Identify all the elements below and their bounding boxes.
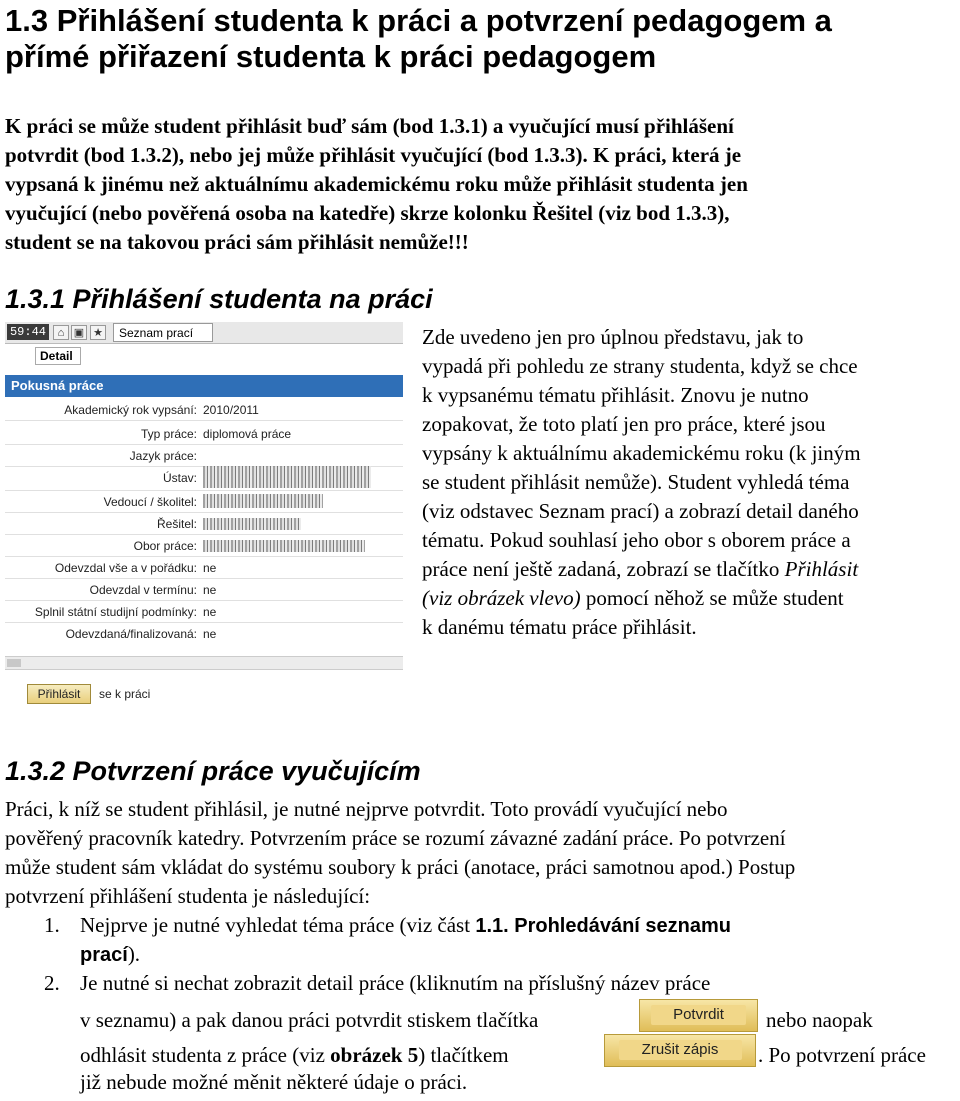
section-132-heading: 1.3.2 Potvrzení práce vyučujícím xyxy=(5,756,421,786)
row-divider xyxy=(5,490,403,491)
row-label: Vedoucí / školitel: xyxy=(103,495,197,509)
s132-line-1: Práci, k níž se student přihlásil, je nutné nejprve potvrdit. Toto provádí vyučující nebo xyxy=(5,797,728,821)
intro-line-1: K práci se může student přihlásit buď sám (bod 1.3.1) a vyučující musí přihlášení xyxy=(5,114,734,138)
list-item-2-number: 2. xyxy=(44,971,60,995)
star-icon: ★ xyxy=(90,325,106,340)
section-reference-cont: prací xyxy=(80,944,128,966)
s131-line-11: k danému tématu práce přihlásit. xyxy=(422,615,697,639)
student-view-screenshot xyxy=(5,322,403,706)
row-label: Ústav: xyxy=(162,471,197,485)
redacted-value xyxy=(203,540,365,552)
intro-line-5: student se na takovou práci sám přihlásit nemůže!!! xyxy=(5,230,469,254)
panel-title: Pokusná práce xyxy=(5,375,403,397)
row-label: Splnil státní studijní podmínky: xyxy=(34,605,197,619)
row-label: Typ práce: xyxy=(140,427,197,441)
s132-line-2: pověřený pracovník katedry. Potvrzením práce se rozumí závazné zadání práce. Po potvrzení xyxy=(5,826,786,850)
section-131-heading: 1.3.1 Přihlášení studenta na práci xyxy=(5,284,433,314)
main-heading-line2: přímé přiřazení studenta k práci pedagogem xyxy=(5,39,657,74)
list-item-2-line-3a xyxy=(80,1041,509,1070)
s131-line-10 xyxy=(422,584,844,613)
row-divider xyxy=(5,420,403,421)
s131-line-6: se student přihlásit nemůže). Student vyhledá téma xyxy=(422,470,850,494)
list-item-1-line-1 xyxy=(80,911,731,941)
row-label: Odevzdal vše a v pořádku: xyxy=(54,561,197,575)
session-timer: 59:44 xyxy=(7,324,49,340)
s131-line-2: vypadá při pohledu ze strany studenta, když se chce xyxy=(422,354,858,378)
redacted-value xyxy=(203,466,371,488)
s131-line-3: k vypsanému tématu přihlásit. Znovu je nutno xyxy=(422,383,809,407)
row-label: Odevzdal v termínu: xyxy=(89,583,197,597)
row-label: Odevzdaná/finalizovaná: xyxy=(65,627,197,641)
zrusit-zapis-button-label: Zrušit zápis xyxy=(619,1040,742,1060)
row-value: ne xyxy=(203,583,217,597)
zrusit-zapis-button[interactable] xyxy=(604,1034,756,1067)
intro-line-4: vyučující (nebo pověřená osoba na katedře) skrze kolonku Řešitel (viz bod 1.3.3), xyxy=(5,201,730,225)
redacted-value xyxy=(203,494,323,508)
row-value: diplomová práce xyxy=(203,427,292,441)
list-item-2-line-3c: . Po potvrzení práce xyxy=(758,1043,926,1067)
row-divider xyxy=(5,600,403,601)
list-item-2-line-1: Je nutné si nechat zobrazit detail práce (kliknutím na příslušný název práce xyxy=(80,971,711,995)
list-item-1-number: 1. xyxy=(44,913,60,937)
potvrdit-button[interactable] xyxy=(639,999,758,1032)
row-value: ne xyxy=(203,561,217,575)
row-value: 2010/2011 xyxy=(203,403,259,417)
row-label: Obor práce: xyxy=(133,539,197,553)
s131-line-9-italic: Přihlásit xyxy=(784,557,859,581)
row-divider xyxy=(5,512,403,513)
s131-line-9 xyxy=(422,555,858,584)
figure-reference: obrázek 5 xyxy=(330,1043,419,1067)
list-item-2-text-b: ) tlačítkem xyxy=(418,1043,509,1067)
main-heading-line1: 1.3 Přihlášení studenta k práci a potvrzení pedagogem a xyxy=(5,3,832,38)
s131-line-10-text: pomocí něhož se může student xyxy=(580,586,844,610)
s132-line-3: může student sám vkládat do systému soubory k práci (anotace, práci samotnou apod.) Postup xyxy=(5,855,796,879)
row-value: ne xyxy=(203,605,217,619)
intro-line-2: potvrdit (bod 1.3.2), nebo jej může přihlásit vyučující (bod 1.3.3). K práci, která je xyxy=(5,143,742,167)
lock-icon: ▣ xyxy=(71,325,87,340)
intro-line-3: vypsaná k jinému než aktuálnímu akademickému roku může přihlásit studenta jen xyxy=(5,172,748,196)
prihlasit-button[interactable]: Přihlásit xyxy=(27,684,91,704)
s131-line-7: (viz odstavec Seznam prací) a zobrazí detail daného xyxy=(422,499,859,523)
list-item-2-line-2b: nebo naopak xyxy=(766,1008,873,1032)
row-label: Řešitel: xyxy=(156,517,197,531)
row-value: ne xyxy=(203,627,217,641)
list-item-2-line-4: již nebude možné měnit některé údaje o práci. xyxy=(80,1070,468,1094)
s131-line-8: tématu. Pokud souhlasí jeho obor s oborem práce a xyxy=(422,528,851,552)
row-divider xyxy=(5,556,403,557)
s131-line-4: zopakovat, že toto platí jen pro práce, které jsou xyxy=(422,412,826,436)
row-divider xyxy=(5,578,403,579)
tab-detail: Detail xyxy=(35,347,81,365)
row-label: Jazyk práce: xyxy=(129,449,197,463)
list-item-2-line-2a: v seznamu) a pak danou práci potvrdit stiskem tlačítka xyxy=(80,1008,539,1032)
list-item-1-line-2 xyxy=(80,940,140,970)
list-item-2-text: odhlásit studenta z práce (viz xyxy=(80,1043,331,1067)
potvrdit-button-label: Potvrdit xyxy=(651,1005,747,1025)
section-reference: 1.1. Prohledávání seznamu xyxy=(475,915,731,937)
row-label: Akademický rok vypsání: xyxy=(64,403,197,417)
s131-line-5: vypsány k aktuálnímu akademickému roku (k jiným xyxy=(422,441,861,465)
s132-line-4: potvrzení přihlášení studenta je následující: xyxy=(5,884,371,908)
tab-seznam-praci: Seznam prací xyxy=(113,323,213,342)
screenshot-toolbar xyxy=(5,322,403,344)
home-icon: ⌂ xyxy=(53,325,69,340)
s131-line-10-italic: (viz obrázek vlevo) xyxy=(422,586,581,610)
prihlasit-caption: se k práci xyxy=(99,687,151,701)
redacted-value xyxy=(203,518,301,530)
row-divider xyxy=(5,444,403,445)
scrollbar-thumb[interactable] xyxy=(7,659,21,667)
horizontal-scrollbar[interactable] xyxy=(5,656,403,670)
s131-line-1: Zde uvedeno jen pro úplnou představu, jak to xyxy=(422,325,804,349)
row-divider xyxy=(5,534,403,535)
row-divider xyxy=(5,622,403,623)
list-item-1-text: Nejprve je nutné vyhledat téma práce (viz část xyxy=(80,913,476,937)
list-item-1-end: ). xyxy=(127,942,141,966)
s131-line-9-text: práce není ještě zadaná, zobrazí se tlačítko xyxy=(422,557,785,581)
